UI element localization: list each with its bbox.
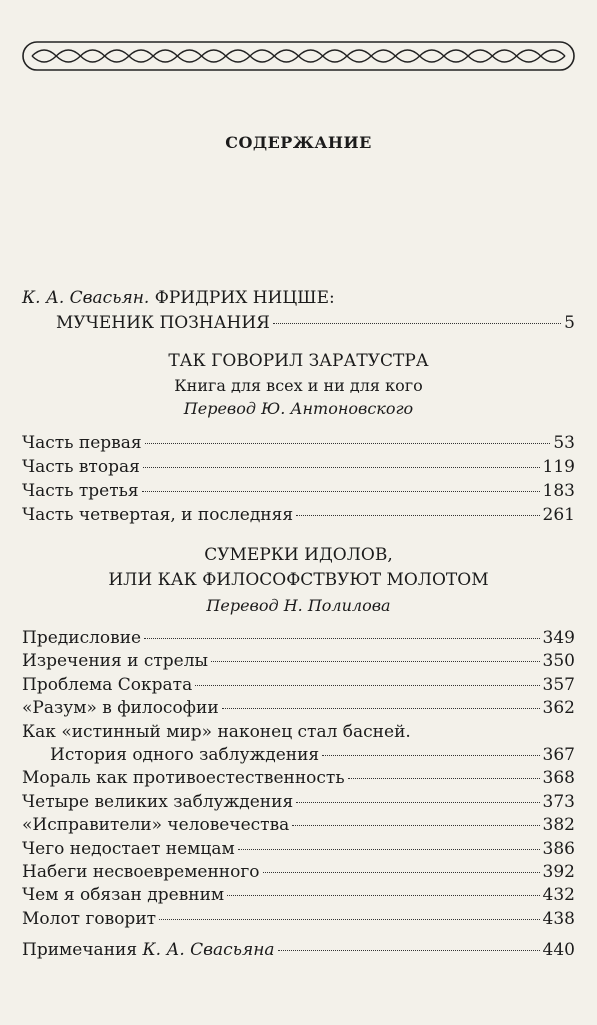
leader-dots <box>278 950 540 951</box>
zarathustra-entry <box>22 481 575 501</box>
idols-entry <box>22 815 575 835</box>
page-number: 362 <box>542 698 575 719</box>
idols-entry-title: Четыре великих заблуждения <box>22 791 294 812</box>
page-number: 183 <box>542 481 575 501</box>
intro-title-line2: МУЧЕНИК ПОЗНАНИЯ <box>56 313 270 333</box>
leader-dots <box>292 825 539 826</box>
idols-entry <box>22 628 575 648</box>
page-number: 438 <box>542 908 575 929</box>
idols-entry <box>22 722 575 742</box>
page-number: 5 <box>564 313 575 333</box>
leader-dots <box>143 467 540 468</box>
idols-entry-title: «Исправители» человечества <box>22 815 290 836</box>
intro-title-line1: ФРИДРИХ НИЦШЕ: <box>154 288 335 308</box>
idols-entry-title: Мораль как противоестественность <box>22 768 345 789</box>
idols-entry-title: Чего недостает немцам <box>22 838 235 859</box>
zarathustra-subtitle: Книга для всех и ни для кого <box>174 376 423 395</box>
idols-entry-title: Проблема Сократа <box>22 674 193 695</box>
idols-entry-title: Как «истинный мир» наконец стал басней. <box>22 721 411 742</box>
zarathustra-entry <box>22 505 575 525</box>
leader-dots <box>145 443 551 444</box>
idols-entry <box>22 651 575 671</box>
page-number: 357 <box>542 674 575 695</box>
leader-dots <box>263 872 540 873</box>
page-number: 367 <box>542 745 575 765</box>
idols-entry <box>50 745 575 765</box>
page-number: 386 <box>542 838 575 859</box>
idols-entry <box>22 792 575 812</box>
leader-dots <box>159 919 539 920</box>
page-number: 119 <box>542 457 575 477</box>
zarathustra-entry-title: Часть вторая <box>22 457 140 477</box>
leader-dots <box>322 755 539 756</box>
leader-dots <box>238 849 540 850</box>
idols-translator: Перевод Н. Полилова <box>206 596 391 615</box>
leader-dots <box>296 515 539 516</box>
leader-dots <box>227 895 539 896</box>
idols-entry-title: Предисловие <box>22 628 142 648</box>
idols-entry-title: «Разум» в философии <box>22 698 219 719</box>
idols-entry-title: История одного заблуждения <box>50 745 320 765</box>
idols-entry <box>22 862 575 882</box>
zarathustra-entry <box>22 457 575 477</box>
leader-dots <box>195 685 539 686</box>
page-number: 261 <box>542 505 575 525</box>
idols-entry-title: Набеги несвоевременного <box>22 862 260 882</box>
idols-title-line2: ИЛИ КАК ФИЛОСОФСТВУЮТ МОЛОТОМ <box>108 570 489 590</box>
page-title: СОДЕРЖАНИЕ <box>225 133 372 152</box>
page-number: 432 <box>542 885 575 906</box>
idols-entry-title: Чем я обязан древним <box>22 885 225 906</box>
idols-entry <box>22 839 575 859</box>
page-number: 349 <box>542 628 575 648</box>
intro-entry-line2 <box>56 313 575 333</box>
zarathustra-entry-title: Часть третья <box>22 481 139 501</box>
notes-label: Примечания <box>22 940 138 960</box>
idols-entry <box>22 909 575 929</box>
notes-author: К. А. Свасьяна <box>142 940 275 960</box>
page-number: 373 <box>542 791 575 812</box>
idols-entry <box>22 698 575 718</box>
page-number: 368 <box>542 768 575 789</box>
idols-entry <box>22 885 575 905</box>
zarathustra-entry-title: Часть четвертая, и последняя <box>22 505 294 525</box>
leader-dots <box>144 638 539 639</box>
idols-entry-title: Изречения и стрелы <box>22 651 209 672</box>
idols-entry <box>22 768 575 788</box>
notes-title <box>22 940 275 960</box>
leader-dots <box>142 491 540 492</box>
page-number: 53 <box>553 433 575 453</box>
idols-entry-title: Молот говорит <box>22 908 157 929</box>
zarathustra-translator: Перевод Ю. Антоновского <box>183 399 414 418</box>
leader-dots <box>296 802 539 803</box>
leader-dots <box>222 708 540 709</box>
page-number: 382 <box>542 815 575 836</box>
zarathustra-entry <box>22 433 575 453</box>
decorative-ornament-band <box>22 41 575 71</box>
page-number: 440 <box>542 940 575 960</box>
idols-title-line1: СУМЕРКИ ИДОЛОВ, <box>204 545 393 565</box>
leader-dots <box>211 661 539 662</box>
leader-dots <box>348 778 540 779</box>
intro-author: К. А. Свасьян. <box>22 288 150 308</box>
leader-dots <box>273 323 561 324</box>
page-number: 392 <box>542 862 575 882</box>
page-number: 350 <box>542 651 575 672</box>
idols-entry <box>22 675 575 695</box>
zarathustra-entry-title: Часть первая <box>22 433 142 453</box>
zarathustra-title: ТАК ГОВОРИЛ ЗАРАТУСТРА <box>168 351 429 371</box>
intro-entry-line1 <box>22 288 335 308</box>
notes-entry <box>22 940 575 960</box>
